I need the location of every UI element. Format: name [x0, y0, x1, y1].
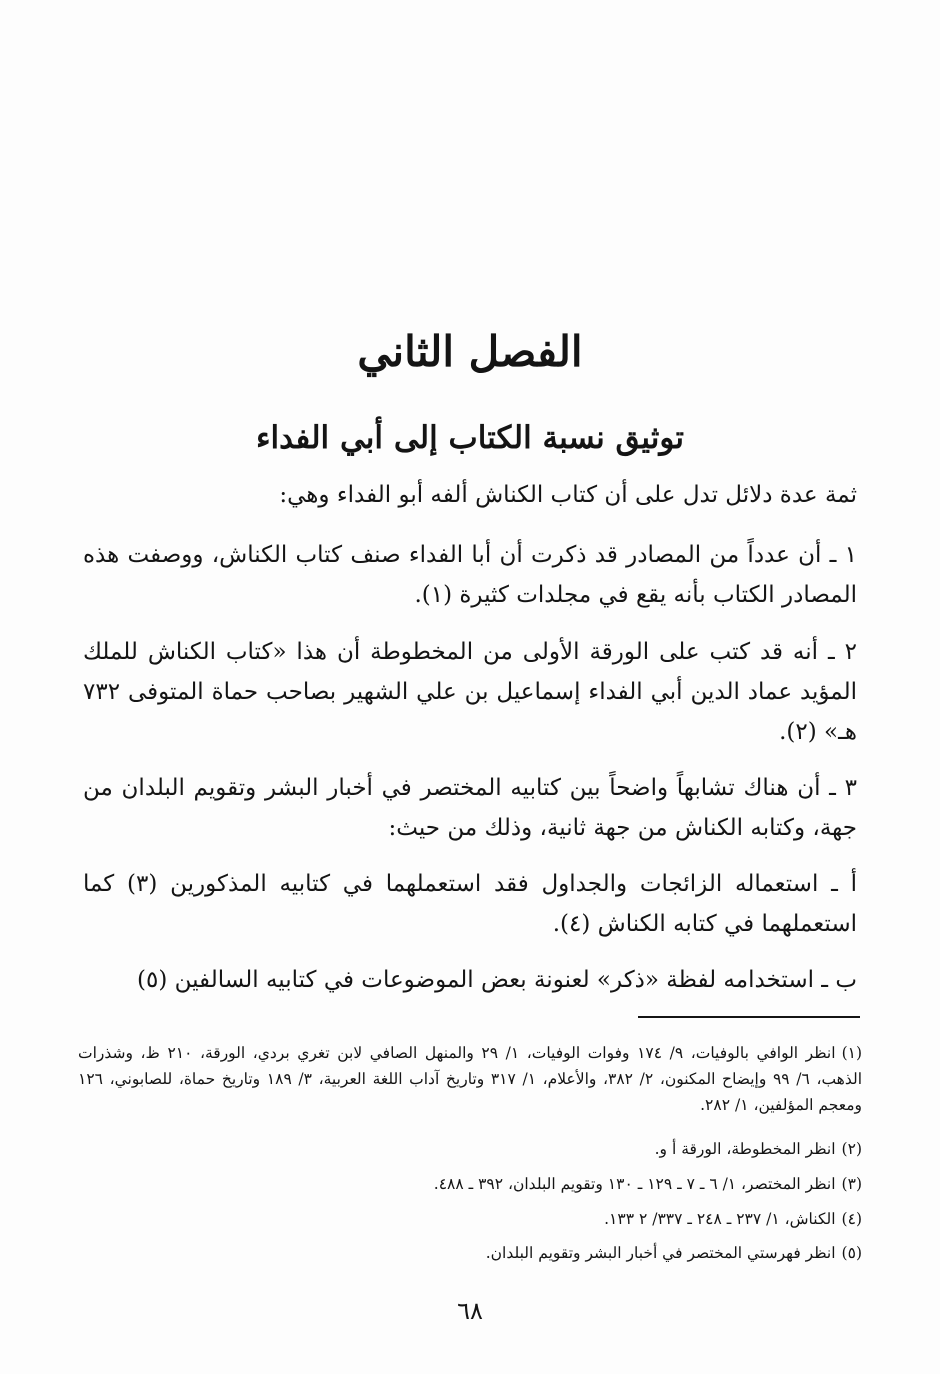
footnote-1-number: (١)	[841, 1044, 863, 1062]
footnote-3	[78, 1171, 862, 1197]
footnote-4-number: (٤)	[841, 1210, 862, 1228]
evidence-paragraph-3	[83, 768, 857, 848]
sub-point-a	[83, 864, 857, 944]
footnote-4-text: الكناش، ١/ ٢٣٧ ـ ٢٤٨ ـ ٣٣٧/ ٢ ١٣٣.	[604, 1210, 836, 1228]
footnote-1	[78, 1040, 862, 1118]
footnote-2	[78, 1136, 862, 1162]
footnote-3-number: (٣)	[841, 1175, 862, 1193]
intro-text: ثمة عدة دلائل تدل على أن كتاب الكناش ألفه أبو الفداء وهي:	[279, 482, 857, 508]
footnote-separator	[638, 1016, 860, 1018]
footnote-5-number: (٥)	[841, 1244, 862, 1262]
evidence-2-text: ٢ ـ أنه قد كتب على الورقة الأولى من المخطوطة أن هذا «كتاب الكناش للملك المؤيد عماد الدين أبي الفداء إسماعيل بن علي الشهير بصاحب حماة المتوفى ٧٣٢ هـ» (٢).	[83, 639, 857, 745]
sub-point-a-text: أ ـ استعماله الزائجات والجداول فقد استعملهما في كتابيه المذكورين (٣) كما استعملهما في كتابه الكناش (٤).	[83, 871, 857, 937]
section-title: توثيق نسبة الكتاب إلى أبي الفداء	[255, 420, 685, 456]
footnote-4	[78, 1206, 862, 1232]
evidence-1-text: ١ ـ أن عدداً من المصادر قد ذكرت أن أبا الفداء صنف كتاب الكناش، ووصفت هذه المصادر الكتاب بأنه يقع في مجلدات كثيرة (١).	[83, 542, 857, 608]
footnote-3-text: انظر المختصر، ١/ ٦ ـ ٧ ـ ١٢٩ ـ ١٣٠ وتقويم البلدان، ٣٩٢ ـ ٤٨٨.	[433, 1175, 836, 1193]
page-number: ٦٨	[457, 1297, 483, 1325]
footnote-2-number: (٢)	[841, 1140, 862, 1158]
evidence-paragraph-1	[83, 535, 857, 615]
sub-point-b	[83, 960, 857, 1000]
sub-point-b-text: ب ـ استخدامه لفظة «ذكر» لعنونة بعض الموضوعات في كتابيه السالفين (٥)	[136, 967, 857, 993]
chapter-title: الفصل الثاني	[357, 327, 583, 376]
footnote-5-text: انظر فهرستي المختصر في أخبار البشر وتقويم البلدان.	[485, 1244, 836, 1262]
evidence-3-text: ٣ ـ أن هناك تشابهاً واضحاً بين كتابيه المختصر في أخبار البشر وتقويم البلدان من جهة، وكتابه الكناش من جهة ثانية، وذلك من حيث:	[83, 775, 857, 841]
footnote-2-text: انظر المخطوطة، الورقة أ و.	[654, 1140, 836, 1158]
footnote-5	[78, 1240, 862, 1266]
evidence-paragraph-2	[83, 632, 857, 752]
intro-paragraph	[83, 475, 857, 515]
footnote-1-text: انظر الوافي بالوفيات، ٩/ ١٧٤ وفوات الوفيات، ١/ ٢٩ والمنهل الصافي لابن تغري بردي، الورقة، ٢١٠ ظ، وشذرات الذهب، ٦/ ٩٩ وإيضاح المكنون، ٢/ ٣٨٢، والأعلام، ١/ ٣١٧ وتاريخ آداب اللغة العربية، ٣/ ١٨٩ وتاريخ حماة، للصابوني، ١٢٦ ومعجم المؤلفين، ١/ ٢٨٢.	[78, 1044, 863, 1114]
